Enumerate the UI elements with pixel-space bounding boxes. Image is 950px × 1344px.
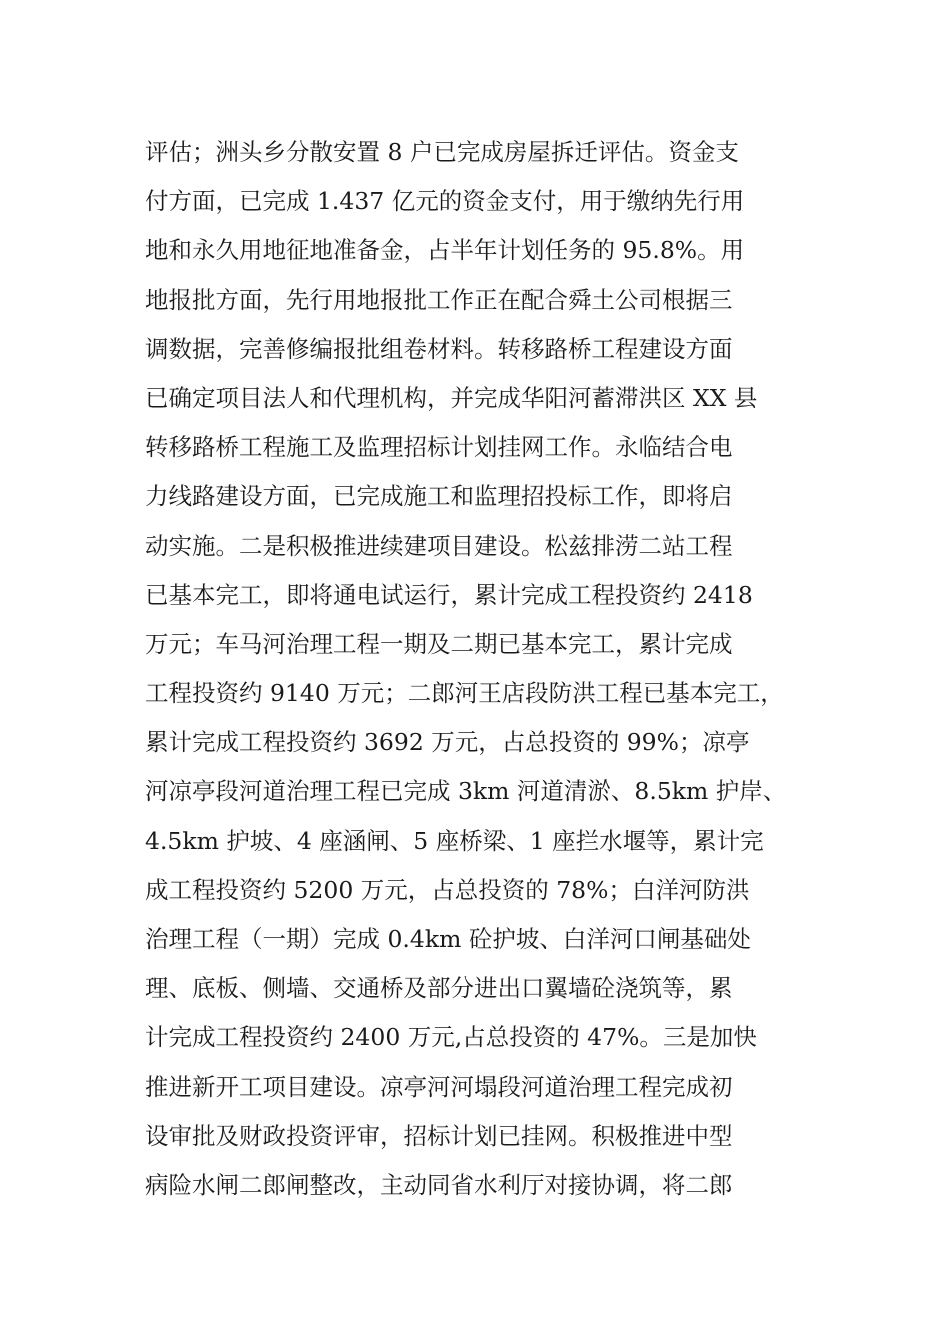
text-line: 已确定项目法人和代理机构，并完成华阳河蓄滞洪区 XX 县: [145, 383, 758, 412]
text-line: 理、底板、侧墙、交通桥及部分进出口翼墙砼浇筑等，累: [145, 974, 733, 1003]
text-line: 评估；洲头乡分散安置 8 户已完成房屋拆迁评估。资金支: [145, 138, 739, 166]
text-line: 转移路桥工程施工及监理招标计划挂网工作。永临结合电: [145, 433, 733, 462]
body-paragraph: [145, 128, 825, 1210]
text-line: 4.5km 护坡、4 座涵闸、5 座桥梁、1 座拦水堰等，累计完: [145, 826, 764, 855]
text-line: 万元；车马河治理工程一期及二期已基本完工，累计完成: [145, 629, 733, 658]
text-line: 推进新开工项目建设。凉亭河河塌段河道治理工程完成初: [145, 1072, 733, 1101]
text-line: 已基本完工，即将通电试运行，累计完成工程投资约 2418: [145, 580, 753, 609]
text-line: 动实施。二是积极推进续建项目建设。松兹排涝二站工程: [145, 531, 733, 560]
text-line: 设审批及财政投资评审，招标计划已挂网。积极推进中型: [145, 1121, 733, 1150]
text-line: 力线路建设方面，已完成施工和监理招投标工作，即将启: [145, 482, 733, 511]
text-line: 工程投资约 9140 万元；二郎河王店段防洪工程已基本完工，: [145, 679, 784, 708]
text-line: 河凉亭段河道治理工程已完成 3km 河道清淤、8.5km 护岸、: [145, 777, 787, 806]
text-line: 病险水闸二郎闸整改，主动同省水利厅对接协调，将二郎: [145, 1170, 733, 1199]
text-line: 计完成工程投资约 2400 万元,占总投资的 47%。三是加快: [145, 1023, 757, 1052]
text-line: 成工程投资约 5200 万元，占总投资的 78%；白洋河防洪: [145, 875, 750, 904]
text-line: 累计完成工程投资约 3692 万元，占总投资的 99%；凉亭: [145, 728, 750, 757]
text-line: 付方面，已完成 1.437 亿元的资金支付，用于缴纳先行用: [145, 187, 745, 216]
text-line: 治理工程（一期）完成 0.4km 砼护坡、白洋河口闸基础处: [145, 925, 751, 953]
text-line: 调数据，完善修编报批组卷材料。转移路桥工程建设方面: [145, 334, 733, 363]
text-line: 地和永久用地征地准备金，占半年计划任务的 95.8%。用: [145, 236, 745, 265]
text-line: 地报批方面，先行用地报批工作正在配合舜土公司根据三: [145, 285, 733, 314]
